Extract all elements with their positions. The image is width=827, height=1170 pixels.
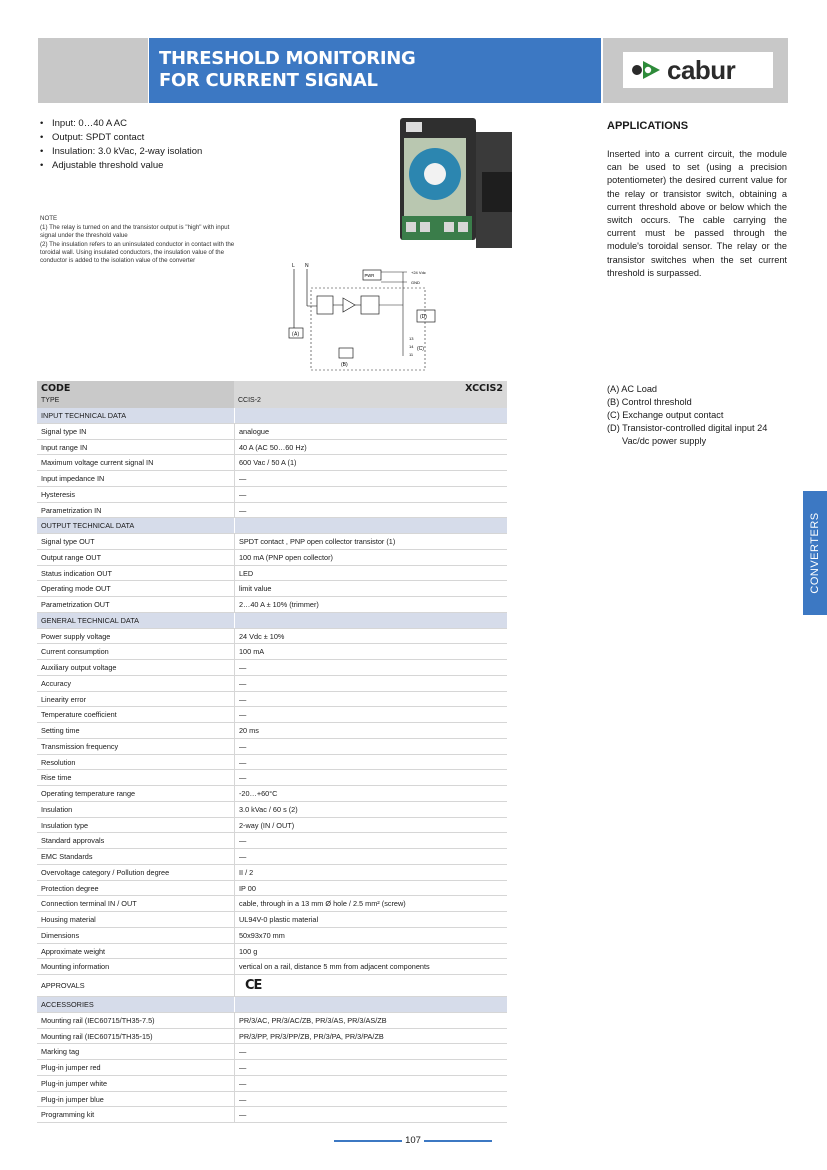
legend-item: (C) Exchange output contact [607,410,724,420]
row-label: Overvoltage category / Pollution degree [41,867,170,877]
row-value: vertical on a rail, distance 5 mm from adjacent components [234,959,507,974]
schematic-label-a-text: A [294,331,298,338]
title-line-2: FOR CURRENT SIGNAL [159,70,378,91]
row-label: Plug-in jumper white [41,1078,108,1088]
brand-name: cabur [667,54,736,85]
table-row [37,1092,507,1108]
row-value: UL94V-0 plastic material [234,912,507,927]
schematic-terminal-13: 13 [409,336,414,341]
table-row [37,739,507,755]
row-label: EMC Standards [41,852,93,861]
notes [40,215,245,265]
row-label: Insulation [41,804,73,814]
row-value [234,613,507,628]
note-item: (2) The insulation refers to an uninsulated conductor in contact with the toroidal wall. Using insulated conductors, the insulation value of the conductor is added to the isolation value of the converter [40,240,235,265]
row-value: — [234,739,507,754]
row-value: 3.0 kVac / 60 s (2) [234,802,507,817]
table-section-header [37,518,507,534]
row-label: Mounting rail (IEC60715/TH35-7.5) [41,1015,155,1025]
applications-body: Inserted into a current circuit, the module can be used to set (using a precision potentiometer) the desired current value for the relay or transistor switch, obtaining a current threshold above or below which the switch occurs. The cable carrying the current must be passed through the module's toroidal sensor. The relay or the transistor switches when the set current threshold is surpassed. [607,149,787,278]
logo-mark-icon [631,58,661,82]
row-value: 600 Vac / 50 A (1) [234,455,507,470]
legend-item: (D) Transistor-controlled digital input 24 Vac/dc power supply [607,423,768,446]
table-row [37,818,507,834]
row-label: Rise time [41,773,72,783]
model-code: XCCIS2 [465,383,503,394]
row-label: Signal type OUT [41,537,95,546]
row-value: — [234,833,507,848]
schematic-terminal-14: 14 [409,344,414,349]
table-row [37,896,507,912]
row-value: 100 mA [234,644,507,659]
row-label: APPROVALS [41,981,85,990]
row-label: INPUT TECHNICAL DATA [41,411,127,420]
table-row [37,849,507,865]
table-row [37,865,507,881]
schematic-terminal-gnd: GND [411,280,420,285]
legend-item: (A) AC Load [607,384,658,394]
table-row [37,707,507,723]
row-value: SPDT contact , PNP open collector transistor (1) [234,534,507,549]
feature-item: • Adjustable threshold value [40,159,320,173]
table-row [37,928,507,944]
table-row [37,1076,507,1092]
table-row [37,534,507,550]
table-row [37,833,507,849]
row-value: 50x93x70 mm [234,928,507,943]
table-row [37,1013,507,1029]
row-label: Temperature coefficient [41,710,117,720]
row-value: — [234,707,507,722]
table-row [37,802,507,818]
row-label: Accuracy [41,678,72,688]
ce-mark: CE [245,978,262,993]
row-label: Auxiliary output voltage [41,663,117,672]
table-row [37,786,507,802]
table-row [37,944,507,960]
row-value: — [234,692,507,707]
applications-title: APPLICATIONS [607,120,689,132]
row-value: — [234,1060,507,1075]
table-row [37,566,507,582]
schematic-label-a: ( [292,331,294,338]
schematic-label-d: (D) [420,314,427,320]
row-value: — [234,770,507,785]
row-label: Approximate weight [41,946,106,956]
row-value: 40 A (AC 50…60 Hz) [234,440,507,455]
row-label: Mounting information [41,962,110,972]
schematic-label-b: (B) [341,362,348,368]
table-row [37,660,507,676]
table-row [37,487,507,503]
row-label: Current consumption [41,647,109,657]
row-value: PR/3/PP, PR/3/PP/ZB, PR/3/PA, PR/3/PA/ZB [234,1029,507,1044]
row-value: — [234,1092,507,1107]
table-row [37,755,507,771]
schematic-label-a-close: ) [297,331,300,338]
code-label: CODE [41,383,71,394]
row-value: — [234,849,507,864]
schematic-label-c: (C) [417,346,424,352]
row-label: Operating mode OUT [41,584,111,594]
type-label: TYPE [41,397,60,404]
section-tab-converters [803,491,827,615]
row-value: analogue [234,424,507,439]
row-value: limit value [234,581,507,596]
product-photo [392,112,518,252]
table-body [37,408,507,1123]
schematic-label-l: L [292,263,295,269]
ce-mark-icon [234,975,507,996]
row-label: Operating temperature range [41,789,136,798]
section-tab-label: CONVERTERS [809,512,821,594]
table-row [37,455,507,471]
feature-item: • Insulation: 3.0 kVac, 2-way isolation [40,145,320,159]
table-row [37,1060,507,1076]
table-row [37,959,507,975]
row-label: GENERAL TECHNICAL DATA [41,615,139,625]
schematic-terminal-24v: +24 Vdc [411,270,426,275]
row-label: Insulation type [41,820,89,830]
table-row [37,597,507,613]
row-label: ACCESSORIES [41,1000,94,1009]
table-row [37,676,507,692]
table-row [37,1044,507,1060]
row-value: 2-way (IN / OUT) [234,818,507,833]
row-label: Plug-in jumper blue [41,1094,104,1104]
table-row [37,581,507,597]
table-row [37,644,507,660]
table-section-header [37,408,507,424]
row-label: Signal type IN [41,426,87,436]
legend-item: (B) Control threshold [607,397,692,407]
table-row [37,424,507,440]
row-label: Mounting rail (IEC60715/TH35-15) [41,1031,153,1041]
row-label: Transmission frequency [41,741,119,751]
row-value: — [234,471,507,486]
row-label: Output range OUT [41,552,102,562]
row-value: — [234,1076,507,1091]
row-value: cable, through in a 13 mm Ø hole / 2.5 mm² (screw) [234,896,507,911]
row-value: -20…+60°C [234,786,507,801]
schematic-label-pwr: PWR [364,273,375,278]
footer-rule-left [334,1140,402,1142]
note-item: (1) The relay is turned on and the transistor output is "high" with input signal under the threshold value [40,224,230,240]
table-row [37,471,507,487]
row-value: — [234,503,507,518]
row-value: — [234,660,507,675]
table-row [37,550,507,566]
row-value: 20 ms [234,723,507,738]
header-grey-block-right [603,38,788,103]
row-label: Hysteresis [41,489,76,499]
row-label: Standard approvals [41,836,105,846]
row-label: Protection degree [41,883,99,893]
table-section-header [37,997,507,1013]
table-header-row [37,381,507,408]
table-row [37,503,507,519]
row-label: Programming kit [41,1110,95,1120]
row-label: Setting time [41,726,80,735]
row-value: LED [234,566,507,581]
table-section-header [37,613,507,629]
table-row [37,723,507,739]
table-row [37,770,507,786]
row-label: Power supply voltage [41,631,111,641]
row-label: Input impedance IN [41,474,105,483]
table-row [37,912,507,928]
row-label: Status indication OUT [41,568,112,578]
notes-title: NOTE [40,215,58,222]
row-label: Dimensions [41,930,80,940]
row-value: IP 00 [234,881,507,896]
row-value: II / 2 [234,865,507,880]
page-title [149,38,601,103]
footer-rule-right [424,1140,492,1142]
model-type: CCIS-2 [238,397,261,404]
table-row [37,629,507,645]
row-label: Resolution [41,757,76,767]
row-value: — [234,1044,507,1059]
feature-list [40,117,320,173]
row-label: Connection terminal IN / OUT [41,899,137,909]
row-label: Linearity error [41,694,87,704]
row-label: OUTPUT TECHNICAL DATA [41,521,135,531]
feature-item: • Output: SPDT contact [40,131,320,145]
page-number: 107 [405,1135,421,1146]
row-label: Marking tag [41,1047,80,1057]
header-grey-block-left [38,38,148,103]
brand-logo [623,52,773,88]
row-value: 100 mA (PNP open collector) [234,550,507,565]
wiring-diagram [283,260,453,372]
table-row [37,692,507,708]
table-row [37,1107,507,1123]
technical-data-table [37,381,507,1123]
table-row [37,1029,507,1045]
schematic-label-n: N [305,263,309,269]
schematic-terminal-11: 11 [409,352,414,357]
row-value: PR/3/AC, PR/3/AC/ZB, PR/3/AS, PR/3/AS/ZB [234,1013,507,1028]
table-row [37,881,507,897]
row-label: Maximum voltage current signal IN [41,458,154,468]
table-row [37,975,507,997]
row-label: Housing material [41,915,96,924]
row-value [234,997,507,1012]
row-label: Input range IN [41,442,88,452]
diagram-legend [607,383,787,448]
row-label: Parametrization IN [41,505,102,515]
row-label: Plug-in jumper red [41,1063,101,1072]
row-value [234,408,507,423]
row-value: 100 g [234,944,507,959]
row-value: — [234,755,507,770]
row-value: — [234,676,507,691]
table-row [37,440,507,456]
row-value: 24 Vdc ± 10% [234,629,507,644]
row-value: 2…40 A ± 10% (trimmer) [234,597,507,612]
title-line-1: THRESHOLD MONITORING [159,48,416,69]
row-label: Parametrization OUT [41,600,110,609]
row-value [234,518,507,533]
feature-item: • Input: 0…40 A AC [40,117,320,131]
row-value: — [234,1107,507,1122]
row-value: — [234,487,507,502]
